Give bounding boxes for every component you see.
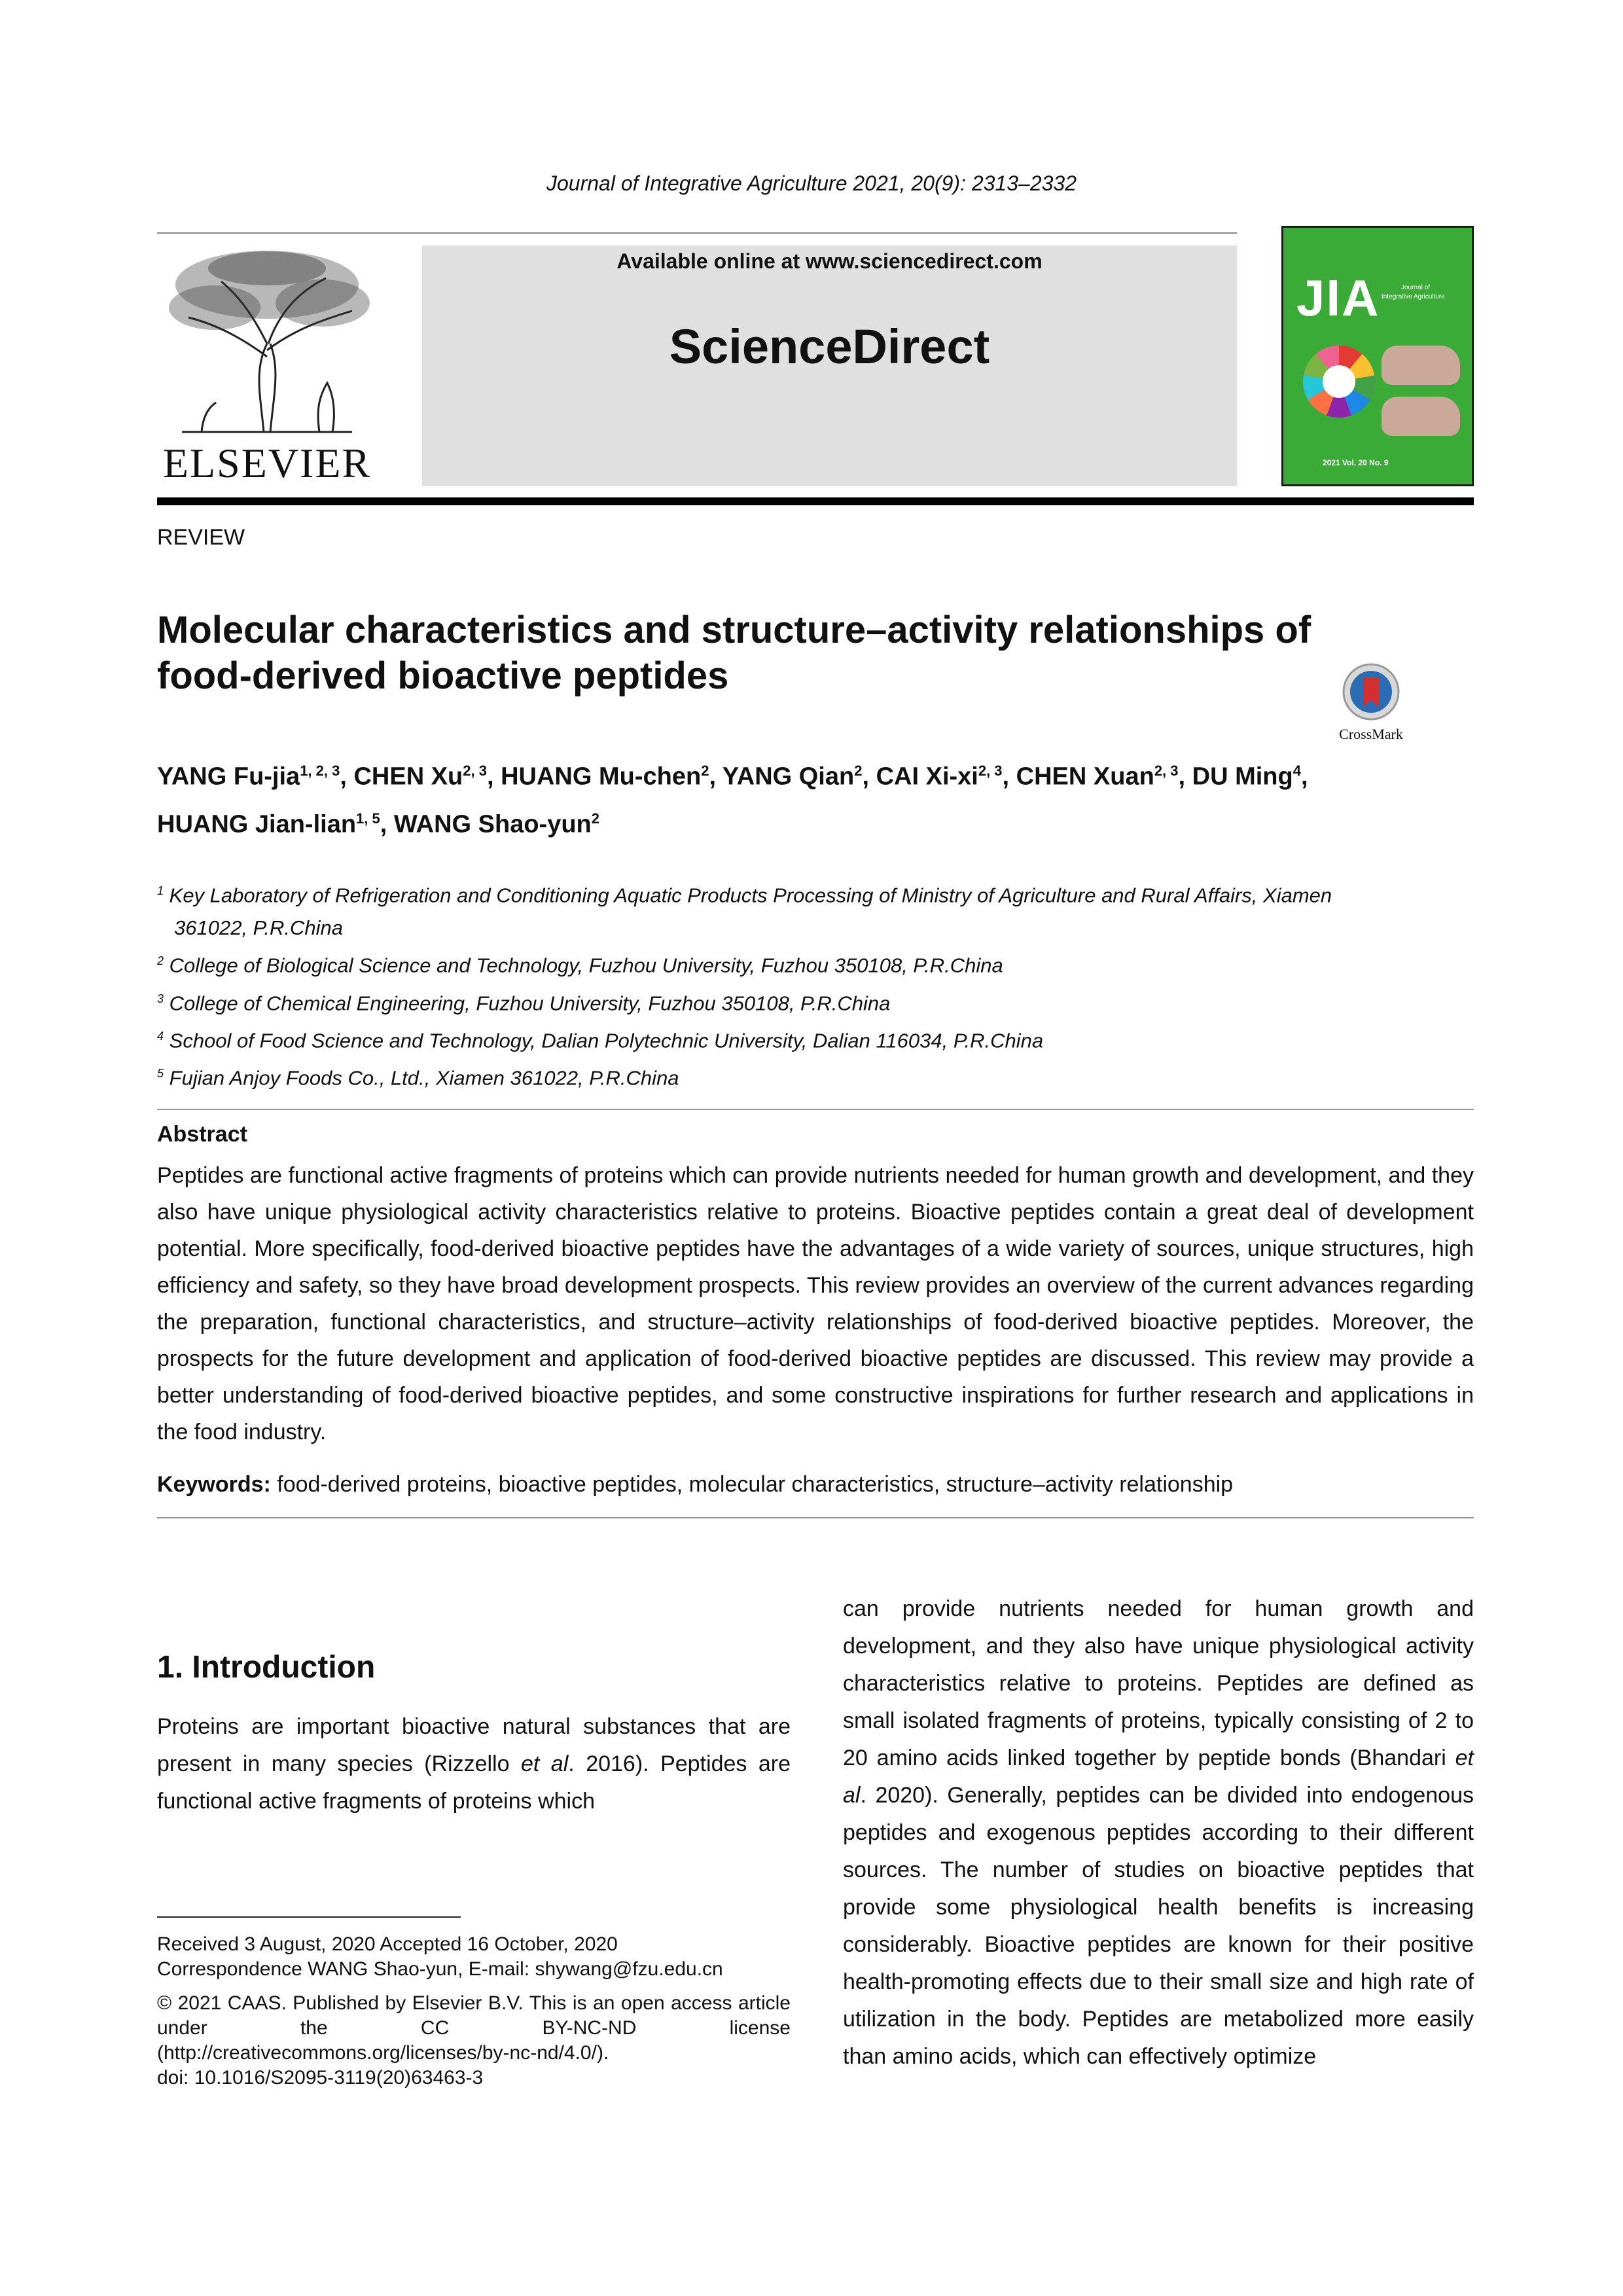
author-name: YANG Fu-jia (157, 762, 300, 791)
elsevier-logo (156, 245, 378, 488)
affiliation-number: 2 (157, 954, 164, 968)
affiliation (157, 944, 1474, 982)
affiliation (157, 1057, 1474, 1094)
footnotes (157, 1932, 791, 2100)
author-sep: , (862, 762, 876, 791)
crossmark-icon (1332, 662, 1410, 721)
author-sep: , (486, 762, 501, 791)
intro-text: . 2016). Peptides are functional active fragments of proteins which (157, 1751, 791, 1814)
affiliation-text: Fujian Anjoy Foods Co., Ltd., Xiamen 361022, P.R.China (169, 1066, 679, 1090)
keywords (157, 1466, 1474, 1503)
elsevier-wordmark: ELSEVIER (162, 440, 372, 486)
journal-citation: Journal of Integrative Agriculture 2021, 20(9): 2313–2332 (546, 171, 1077, 195)
affiliation-text: College of Chemical Engineering, Fuzhou University, Fuzhou 350108, P.R.China (169, 991, 891, 1014)
author-name: CHEN Xu (353, 762, 463, 791)
footnote-rule (157, 1916, 461, 1918)
author-aff: 1, 5 (356, 810, 380, 827)
author-sep: , (1178, 762, 1192, 791)
received-dates: Received 3 August, 2020 Accepted 16 October, 2020 (157, 1933, 618, 1955)
author-aff: 2, 3 (1154, 762, 1179, 779)
author-aff: 2, 3 (978, 762, 1003, 779)
abstract-bottom-rule (157, 1517, 1474, 1518)
author-sep: , (340, 762, 354, 791)
cover-name-2: Integrative Agriculture (1382, 293, 1445, 300)
abstract-text: Peptides are functional active fragments of proteins which can provide nutrients needed for human growth and development, and they also have unique physiological activity characteristics relative to proteins. Bioactive peptides contain a great deal of development potential. More specifically, food-derived bioactive peptides have the advantages of a wide variety of sources, unique structures, high efficiency and safety, so they have broad development prospects. This review provides an overview of the current advances regarding the preparation, functional characteristics, and structure–activity relationships of food-derived bioactive peptides. Moreover, the prospects for the future development and application of food-derived bioactive peptides are discussed. This review may provide a better understanding of food-derived bioactive peptides, and some constructive inspirations for further research and applications in the food industry. (157, 1163, 1474, 1444)
intro-etal: et al (520, 1751, 569, 1776)
affiliations (157, 874, 1474, 1095)
section-heading-introduction: 1. Introduction (157, 1650, 376, 1685)
correspondence: Correspondence WANG Shao-yun, E-mail: shywang@fzu.edu.cn (157, 1958, 723, 1980)
author-name: WANG Shao-yun (393, 810, 592, 838)
author-name: HUANG Mu-chen (501, 762, 702, 791)
intro-right-column (843, 1590, 1474, 2075)
cover-issue: 2021 Vol. 20 No. 9 (1323, 458, 1389, 467)
author-sep: , (380, 810, 394, 838)
license-text: © 2021 CAAS. Published by Elsevier B.V. This is an open access article under the CC BY-NC-ND license (http://creativecommons.org/licenses/by-nc-nd/4.0/). (157, 1992, 791, 2064)
affiliation-number: 3 (157, 992, 164, 1005)
doi: doi: 10.1016/S2095-3119(20)63463-3 (157, 2067, 484, 2089)
cover-pig-image (1382, 397, 1460, 436)
author-name: CHEN Xuan (1016, 762, 1154, 791)
affiliation-text: Key Laboratory of Refrigeration and Conditioning Aquatic Products Processing of Ministry of Agriculture and Rural Affairs, Xiamen (169, 884, 1332, 907)
affiliation-number: 1 (157, 884, 164, 897)
author-aff: 1, 2, 3 (300, 762, 340, 779)
intro-text: Proteins are important bioactive natural substances that are present in many species (Rizzello (157, 1714, 791, 1776)
article-title: Molecular characteristics and structure–activity relationships of food-derived bioactive peptides (157, 609, 1311, 697)
intro-left-column (157, 1708, 791, 1820)
author-aff: 2 (701, 762, 709, 779)
abstract-heading: Abstract (157, 1122, 247, 1147)
affiliation-text: College of Biological Science and Technology, Fuzhou University, Fuzhou 350108, P.R.China (169, 954, 1003, 977)
header-rule (157, 232, 1237, 234)
affiliation-continuation: 361022, P.R.China (174, 916, 343, 940)
article-type: REVIEW (157, 525, 245, 550)
affiliation (157, 874, 1474, 912)
cover-name-1: Journal of (1401, 284, 1430, 291)
affiliation-number: 4 (157, 1029, 164, 1043)
author-name: HUANG Jian-lian (157, 810, 357, 838)
sciencedirect-title: ScienceDirect (669, 319, 990, 374)
affiliation-number: 5 (157, 1067, 164, 1081)
keywords-text: food-derived proteins, bioactive peptides, molecular characteristics, structure–activity relationship (270, 1472, 1234, 1497)
cover-abbrev: JIA (1296, 269, 1380, 327)
sciencedirect-banner (422, 245, 1237, 486)
crossmark-label: CrossMark (1339, 726, 1403, 742)
author-list (157, 750, 1474, 845)
author-name: DU Ming (1192, 762, 1293, 791)
intro-text: . 2020). Generally, peptides can be divided into endogenous peptides and exogenous peptides according to their different sources. The number of studies on bioactive peptides that provide some physiological health benefits is increasing considerably. Bioactive peptides are known for their positive health-promoting effects due to their small size and high rate of utilization in the body. Peptides are metabolized more easily than amino acids, which can effectively optimize (843, 1783, 1474, 2069)
elsevier-tree-icon (156, 245, 378, 435)
author-name: YANG Qian (722, 762, 855, 791)
author-aff: 2 (854, 762, 863, 779)
author-sep: , (1002, 762, 1016, 791)
abstract-top-rule (157, 1109, 1474, 1110)
header-thick-rule (157, 497, 1474, 505)
affiliation (157, 1020, 1474, 1057)
author-sep: , (709, 762, 722, 791)
affiliation (157, 982, 1474, 1020)
author-sep: , (1300, 762, 1308, 791)
journal-cover (1281, 226, 1474, 486)
author-aff: 2, 3 (463, 762, 487, 779)
keywords-label: Keywords: (157, 1472, 271, 1497)
intro-text: can provide nutrients needed for human growth and development, and they also have unique physiological activity characteristics relative to proteins. Peptides are defined as small isolated fragments of proteins, typically consisting of 2 to 20 amino acids linked together by peptide bonds (Bhandari (843, 1596, 1474, 1770)
crossmark-badge[interactable] (1332, 662, 1410, 740)
available-online-text: Available online at www.sciencedirect.com (616, 249, 1043, 273)
cover-wheel-graphic (1303, 346, 1375, 418)
author-name: CAI Xi-xi (876, 762, 978, 791)
intro-etal: et al (843, 1746, 1474, 1808)
author-aff: 4 (1293, 762, 1301, 779)
affiliation-text: School of Food Science and Technology, Dalian Polytechnic University, Dalian 116034, P.R.China (169, 1029, 1044, 1052)
cover-pig-image (1382, 346, 1460, 385)
author-aff: 2 (591, 810, 600, 827)
